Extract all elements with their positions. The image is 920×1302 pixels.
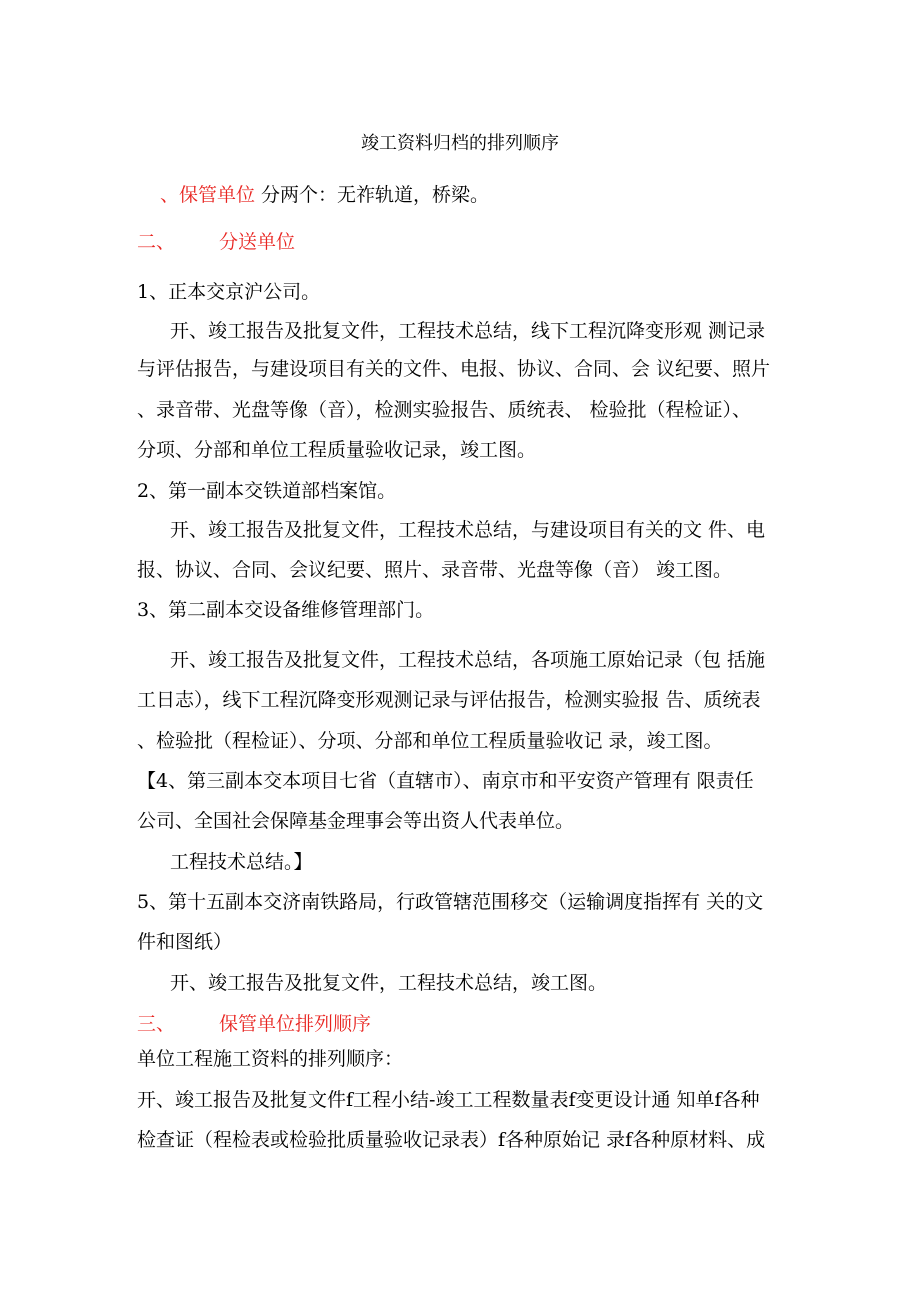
- item-3-line-3: 、检验批（程检证）、分项、分部和单位工程质量验收记 录，竣工图。: [137, 730, 723, 752]
- document-title: 竣工资料归档的排列顺序: [361, 133, 559, 154]
- item-3-line-2: 工日志），线下工程沉降变形观测记录与评估报告，检测实验报 告、质统表: [137, 689, 761, 711]
- section-3-heading: [137, 1011, 797, 1037]
- item-2-line-2: 报、协议、合同、会议纪要、照片、录音带、光盘等像（音） 竣工图。: [137, 559, 733, 581]
- item-3-heading: 3、第二副本交设备维修管理部门。: [137, 599, 435, 621]
- item-1-heading: 1、正本交京沪公司。: [137, 281, 321, 303]
- item-5-line-2: 件和图纸）: [137, 931, 233, 953]
- section-1-label: 、保管单位: [160, 184, 256, 206]
- section-2-label: 分送单位: [219, 231, 296, 253]
- section-1-text: 分两个：无祚轨道，桥梁。: [255, 184, 490, 206]
- item-1-line-1: 开、竣工报告及批复文件，工程技术总结，线下工程沉降变形观 测记录: [170, 320, 766, 342]
- item-2-heading: 2、第一副本交铁道部档案馆。: [137, 480, 397, 502]
- item-5-line-1: 5、第十五副本交济南铁路局，行政管辖范围移交（运输调度指挥有 关的文: [137, 891, 764, 913]
- section-3-label: 保管单位排列顺序: [219, 1013, 372, 1035]
- item-4-line-2: 公司、全国社会保障基金理事会等出资人代表单位。: [137, 810, 575, 832]
- item-5-line-3: 开、竣工报告及批复文件，工程技术总结，竣工图。: [170, 972, 608, 994]
- item-1-line-3: 、录音带、光盘等像（音），检测实验报告、质统表、 检验批（程检证）、: [137, 399, 752, 421]
- order-line-1: 开、竣工报告及批复文件f工程小结-竣工工程数量表f变更设计通 知单f各种: [137, 1089, 760, 1111]
- item-1-line-2: 与评估报告，与建设项目有关的文件、电报、协议、合同、会 议纪要、照片: [137, 358, 771, 380]
- section-1-heading: [160, 182, 820, 208]
- section-2-number: 二、: [137, 231, 176, 253]
- section-2-heading: [137, 229, 797, 255]
- item-4-line-1: 【4、第三副本交本项目七省（直辖市）、南京市和平安资产管理有 限责任: [137, 770, 754, 792]
- item-2-line-1: 开、竣工报告及批复文件，工程技术总结，与建设项目有关的文 件、电: [170, 519, 766, 541]
- item-1-line-4: 分项、分部和单位工程质量验收记录，竣工图。: [137, 439, 537, 461]
- section-3-number: 三、: [137, 1013, 176, 1035]
- order-heading: 单位工程施工资料的排列顺序：: [137, 1048, 404, 1070]
- item-4-line-3: 工程技术总结。】: [170, 851, 313, 873]
- order-line-2: 检查证（程检表或检验批质量验收记录表）f各种原始记 录f各种原材料、成: [137, 1129, 766, 1151]
- item-3-line-1: 开、竣工报告及批复文件，工程技术总结，各项施工原始记录（包 括施: [170, 649, 766, 671]
